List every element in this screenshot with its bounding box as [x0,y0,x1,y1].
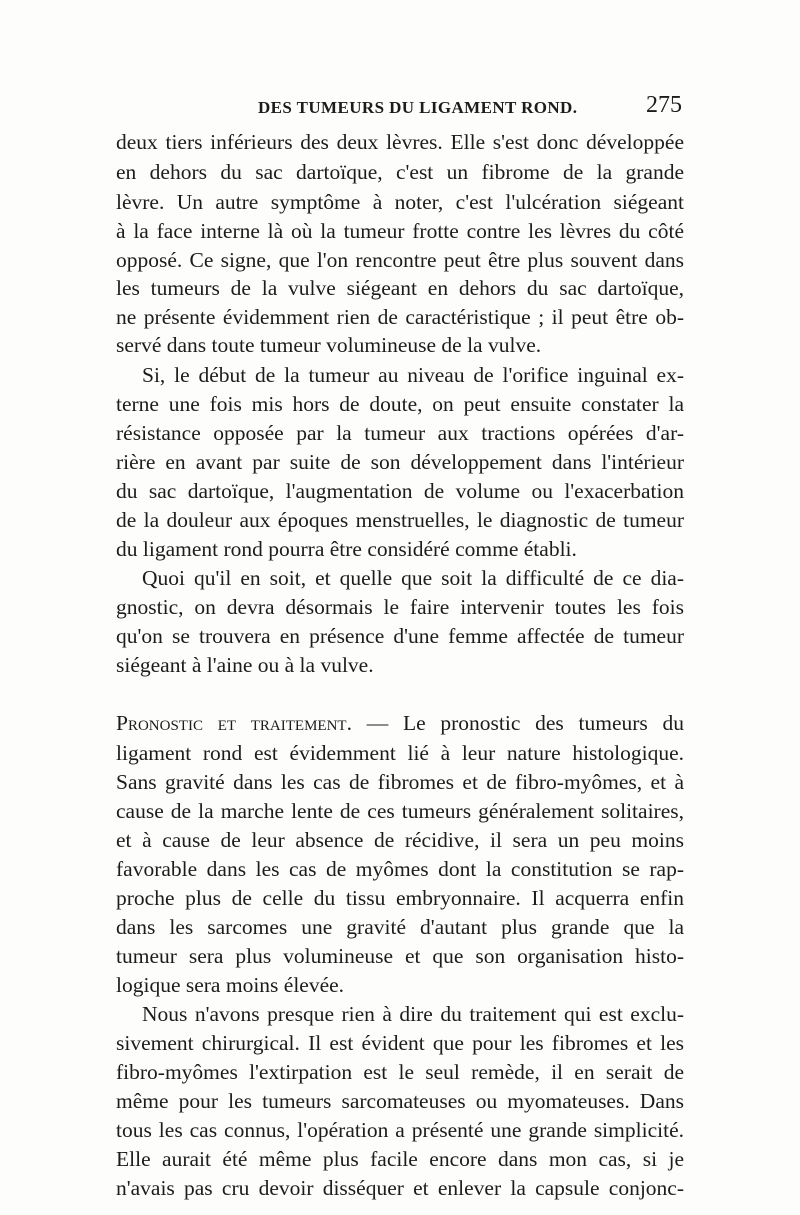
running-title: DES TUMEURS DU LIGAMENT ROND. [258,98,578,117]
text-line: Le pronostic des tumeurs du [402,711,685,735]
section-first-line [116,708,684,738]
text-line: sivement chirurgical. Il est évident que pour les fibromes et les [116,1031,684,1055]
text-line: rière en avant par suite de son développement dans l'intérieur [116,450,684,474]
text-line: Si, le début de la tumeur au niveau de l'orifice inguinal ex- [142,363,684,387]
text-line: dans les sarcomes une gravité d'autant plus grande que la [116,915,684,939]
text-line: tous les cas connus, l'opération a présenté une grande simplicité. [116,1118,684,1142]
text-line: et à cause de leur absence de récidive, il sera un peu moins [116,828,684,852]
text-line: à la face interne là où la tumeur frotte contre les lèvres du côté [116,219,684,243]
text-line: Sans gravité dans les cas de fibromes et de fibro-myômes, et à [116,770,684,794]
text-line: terne une fois mis hors de doute, on peut ensuite constater la [116,392,684,416]
text-line: de la douleur aux époques menstruelles, le diagnostic de tumeur [116,508,684,532]
text-line: favorable dans les cas de myômes dont la constitution se rap- [116,857,684,881]
text-line: lèvre. Un autre symptôme à noter, c'est l'ulcération siégeant [116,190,684,214]
text-line: en dehors du sac dartoïque, c'est un fibrome de la grande [116,160,684,184]
text-line: gnostic, on devra désormais le faire intervenir toutes les fois [116,595,684,619]
text-line: siégeant à l'aine ou à la vulve. [116,653,374,677]
text-line: qu'on se trouvera en présence d'une femme affectée de tumeur [116,624,684,648]
text-line: cause de la marche lente de ces tumeurs généralement solitaires, [116,799,684,823]
text-line: servé dans toute tumeur volumineuse de la vulve. [116,333,542,357]
text-line: Elle aurait été même plus facile encore dans mon cas, si je [116,1147,684,1171]
text-line: les tumeurs de la vulve siégeant en dehors du sac dartoïque, [116,276,684,300]
text-line: Nous n'avons presque rien à dire du traitement qui est exclu- [142,1002,684,1026]
text-line: résistance opposée par la tumeur aux tractions opérées d'ar- [116,421,684,445]
text-line: logique sera moins élevée. [116,973,345,997]
text-line: ne présente évidemment rien de caractéristique ; il peut être ob- [116,305,684,329]
text-line: proche plus de celle du tissu embryonnaire. Il acquerra enfin [116,886,684,910]
text-line: deux tiers inférieurs des deux lèvres. Elle s'est donc développée [116,130,684,154]
text-line: n'avais pas cru devoir disséquer et enlever la capsule conjonc- [116,1176,684,1200]
text-line: opposé. Ce signe, que l'on rencontre peut être plus souvent dans [116,248,684,272]
text-line: du sac dartoïque, l'augmentation de volume ou l'exacerbation [116,479,684,503]
running-head [118,92,682,122]
section-heading: Pronostic et traitement. — [116,711,389,735]
page-number: 275 [646,92,682,118]
text-line: fibro-myômes l'extirpation est le seul remède, il en serait de [116,1060,684,1084]
text-line: même pour les tumeurs sarcomateuses ou myomateuses. Dans [116,1089,684,1113]
text-line: du ligament rond pourra être considéré comme établi. [116,537,577,561]
text-line: tumeur sera plus volumineuse et que son organisation histo- [116,944,684,968]
text-line: ligament rond est évidemment lié à leur nature histologique. [116,741,684,765]
text-line: Quoi qu'il en soit, et quelle que soit la difficulté de ce dia- [142,566,684,590]
